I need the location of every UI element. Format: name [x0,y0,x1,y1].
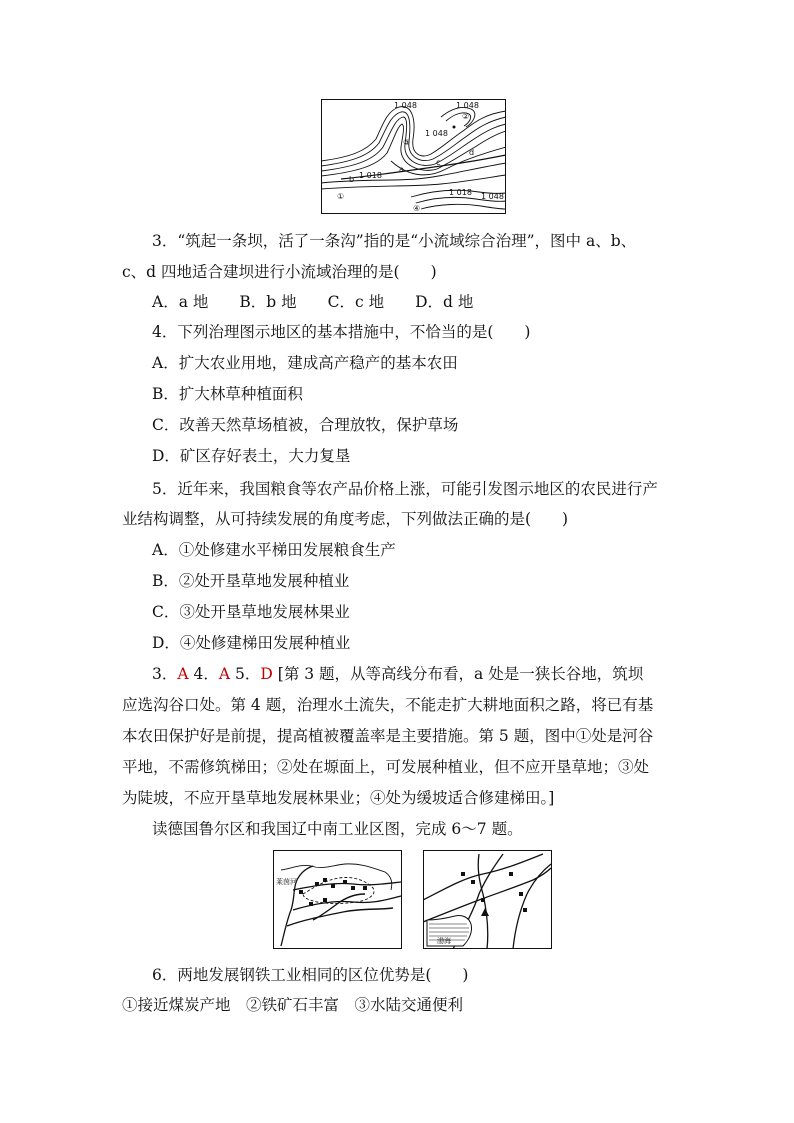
q3-options: A．a 地 B．b 地 C．c 地 D．d 地 [152,293,474,311]
contour-label: 1 048 [481,192,504,201]
answer-explanation: [第 3 题，从等高线分布看，a 处是一狭长谷地，筑坝 [277,665,644,683]
answer-line3: 本农田保护好是前提，提高植被覆盖率是主要措施。第 5 题，图中①处是河谷 [122,727,654,745]
ruhr-map [273,850,402,949]
intro-text: 读德国鲁尔区和我国辽中南工业区图，完成 6～7 题。 [152,820,523,838]
q3-stem-line2: c、d 四地适合建坝进行小流域治理的是( ) [122,263,437,281]
contour-label: 1 048 [394,101,417,110]
bohai-sea-label: 渤海 [437,937,451,945]
contour-map [321,99,506,214]
answer-4: A [218,665,231,683]
q4-option-c: C．改善天然草场植被，合理放牧，保护草场 [152,416,459,434]
contour-label: 1 018 [359,171,382,180]
marker-3: ③ [403,138,411,147]
q6-options: ①接近煤炭产地 ②铁矿石丰富 ③水陆交通便利 [122,996,464,1014]
q4-stem: 4．下列治理图示地区的基本措施中，不恰当的是( ) [152,323,531,341]
contour-map-figure [321,99,506,214]
answer-num-5: 5． [235,665,261,683]
point-label-d: d [469,148,475,157]
q6-stem: 6．两地发展钢铁工业相同的区位优势是( ) [152,966,469,984]
answer-line1 [152,664,643,684]
marker-1: ① [337,192,345,201]
q4-option-a: A．扩大农业用地，建成高产稳产的基本农田 [152,354,458,372]
ruhr-map-figure [273,850,402,949]
answer-line2: 应选沟谷口处。第 4 题，治理水土流失，不能走扩大耕地面积之路，将已有基 [122,696,654,714]
point-label-a: a [399,165,404,174]
answer-num-4: 4． [193,665,219,683]
q5-stem-line2: 业结构调整，从可持续发展的角度考虑，下列做法正确的是( ) [122,510,569,528]
q5-option-c: C．③处开垦草地发展林果业 [152,603,350,621]
q4-option-b: B．扩大林草种植面积 [152,385,303,403]
answer-5: D [260,665,273,683]
answer-num-3: 3． [152,665,178,683]
q5-stem-line1: 5．近年来，我国粮食等农产品价格上涨，可能引发图示地区的农民进行产 [152,480,658,498]
marker-4: ④ [413,204,421,213]
answer-line4: 平地，不需修筑梯田；②处在塬面上，可发展种植业，但不应开垦草地；③处 [122,758,650,776]
liaozhongnan-map [423,850,552,949]
contour-label: 1 018 [449,188,472,197]
rhine-river-label: 莱茵河 [276,878,297,886]
point-label-b: b [349,175,355,184]
q5-option-d: D．④处修建梯田发展种植业 [152,634,351,652]
answer-3: A [177,665,189,683]
answer-line5: 为陡坡，不应开垦草地发展林果业；④处为缓坡适合修建梯田。] [122,789,555,807]
marker-2: ② [462,112,470,121]
q5-option-b: B．②处开垦草地发展种植业 [152,572,350,590]
liaozhongnan-map-figure [423,850,552,949]
point-label-c: c [436,158,441,167]
contour-label: 1 048 [456,101,479,110]
q5-option-a: A．①处修建水平梯田发展粮食生产 [152,541,396,559]
q4-option-d: D．矿区存好表土，大力复垦 [152,447,351,465]
q3-stem-line1: 3．“筑起一条坝，活了一条沟”指的是“小流域综合治理”，图中 a、b、 [152,232,637,250]
contour-label: 1 048 [425,129,448,138]
